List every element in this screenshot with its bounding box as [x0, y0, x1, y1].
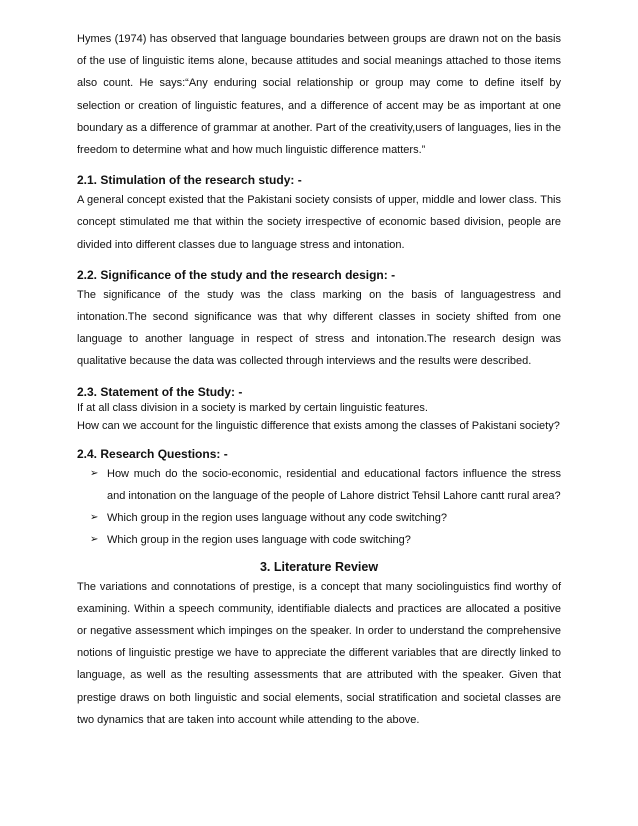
arrow-bullet-icon: ➢ — [90, 512, 99, 524]
section-2-3-statement: If at all class division in a society is marked by certain linguistic features. — [77, 401, 428, 414]
section-2-4-heading: 2.4. Research Questions: - — [77, 446, 228, 461]
list-item — [90, 507, 561, 529]
list-item — [90, 463, 561, 507]
list-item-text: Which group in the region uses language with code switching? — [107, 534, 411, 547]
section-2-1-paragraph: A general concept existed that the Pakistani society consists of upper, middle and lower class. This concept stimulated me that within the society irrespective of economic based division, people are divided into different classes due to language stress and intonation. — [77, 194, 561, 251]
arrow-bullet-icon: ➢ — [90, 534, 99, 546]
research-questions-list — [77, 463, 561, 552]
document-page — [77, 28, 561, 731]
section-2-2-heading: 2.2. Significance of the study and the research design: - — [77, 267, 396, 282]
section-2-1-heading: 2.1. Stimulation of the research study: - — [77, 173, 302, 188]
section-2-3-heading: 2.3. Statement of the Study: - — [77, 384, 243, 399]
section-3-heading: 3. Literature Review — [259, 559, 379, 574]
intro-paragraph: Hymes (1974) has observed that language boundaries between groups are drawn not on the basis of the use of linguistic items alone, because attitudes and social meanings attached to those items also count. He says:“Any enduring social relationship or group may come to define itself by selection or creation of linguistic features, and a difference of accent may be as important at one boundary as a difference of grammar at another. Part of the creativity,users of languages, lies in the freedom to determine what and how much linguistic difference matters.” — [77, 33, 561, 157]
list-item — [90, 529, 561, 551]
section-2-3-paragraph: How can we account for the linguistic difference that exists among the classes of Pakistani society? — [77, 419, 560, 432]
list-item-text: Which group in the region uses language without any code switching? — [107, 512, 447, 525]
list-item-text: How much do the socio-economic, residential and educational factors influence the stress and intonation on the language of the people of Lahore district Tehsil Lahore cantt rural area? — [107, 467, 561, 503]
arrow-bullet-icon: ➢ — [90, 467, 99, 479]
section-2-2-paragraph: The significance of the study was the class marking on the basis of languagestress and intonation.The second significance was that why different classes in society shifted from one language to another language in respect of stress and intonation.The research design was qualitative because the data was collected through interviews and the results were described. — [77, 288, 561, 368]
section-3-paragraph: The variations and connotations of prestige, is a concept that many sociolinguistics find worthy of examining. Within a speech community, identifiable dialects and practices are allocated a positive or negative assessment which impinges on the speaker. In order to understand the comprehensive notions of linguistic prestige we have to appreciate the different variables that are directly linked to language, as well as the resulting assessments that are attributed with the speaker. Given that prestige draws on both linguistic and social elements, social stratification and societal classes are two dynamics that are taken into account while attending to the above. — [77, 580, 561, 726]
